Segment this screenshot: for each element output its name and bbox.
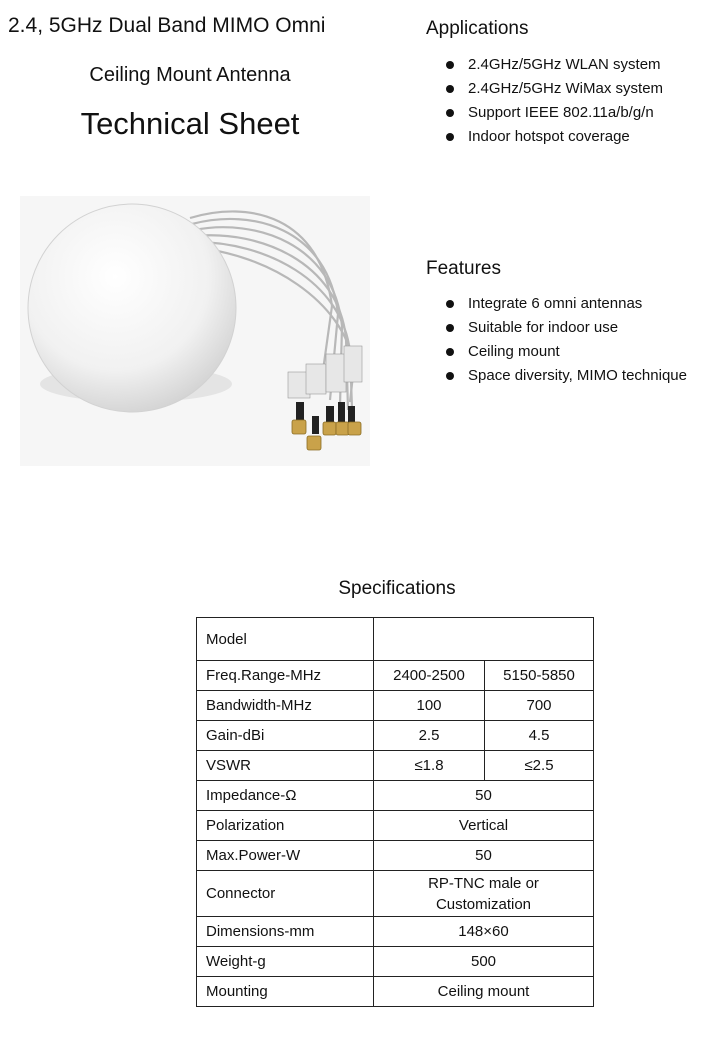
- applications-heading: Applications: [426, 18, 529, 39]
- spec-value: 700: [485, 691, 594, 721]
- spec-label: Max.Power-W: [197, 841, 374, 871]
- table-row: [197, 977, 594, 1007]
- table-row: [197, 841, 594, 871]
- spec-value: ≤2.5: [485, 751, 594, 781]
- spec-value: ≤1.8: [374, 751, 485, 781]
- spec-value: 148×60: [374, 917, 594, 947]
- table-row: [197, 691, 594, 721]
- spec-value-line: Customization: [435, 895, 532, 913]
- table-row: [197, 661, 594, 691]
- table-row: [197, 751, 594, 781]
- spec-label: Weight-g: [197, 947, 374, 977]
- spec-value: [374, 871, 594, 917]
- bullet-icon: [446, 109, 454, 117]
- spec-value: 50: [374, 781, 594, 811]
- spec-value-line: RP-TNC male or: [428, 874, 539, 892]
- specifications-heading: Specifications: [338, 578, 456, 599]
- antenna-photo: [20, 196, 370, 466]
- table-row: [197, 811, 594, 841]
- bullet-icon: [446, 133, 454, 141]
- spec-value: 5150-5850: [485, 661, 594, 691]
- spec-value: [374, 618, 594, 661]
- table-row: [197, 721, 594, 751]
- spec-label: Dimensions-mm: [197, 917, 374, 947]
- applications-list: [444, 53, 663, 149]
- spec-value: Vertical: [374, 811, 594, 841]
- list-item: 2.4GHz/5GHz WiMax system: [444, 77, 663, 101]
- specifications-table: [196, 617, 594, 1007]
- bullet-icon: [446, 85, 454, 93]
- list-item: 2.4GHz/5GHz WLAN system: [444, 53, 663, 77]
- list-item: Space diversity, MIMO technique: [444, 364, 687, 388]
- bullet-icon: [446, 61, 454, 69]
- table-row: [197, 781, 594, 811]
- spec-label: Mounting: [197, 977, 374, 1007]
- bullet-icon: [446, 372, 454, 380]
- list-item: Indoor hotspot coverage: [444, 125, 663, 149]
- features-heading: Features: [426, 258, 501, 279]
- spec-value: 2.5: [374, 721, 485, 751]
- bullet-icon: [446, 300, 454, 308]
- spec-label: Bandwidth-MHz: [197, 691, 374, 721]
- table-row: [197, 917, 594, 947]
- spec-value: 50: [374, 841, 594, 871]
- spec-label: Impedance-Ω: [197, 781, 374, 811]
- list-item: Ceiling mount: [444, 340, 687, 364]
- title-line-2: Ceiling Mount Antenna: [89, 64, 291, 86]
- list-item: Suitable for indoor use: [444, 316, 687, 340]
- table-row: [197, 871, 594, 917]
- table-row: [197, 947, 594, 977]
- spec-value: 4.5: [485, 721, 594, 751]
- table-row: [197, 618, 594, 661]
- page-title: Technical Sheet: [80, 106, 300, 141]
- spec-label: Connector: [197, 871, 374, 917]
- features-list: [444, 292, 687, 388]
- spec-label: Polarization: [197, 811, 374, 841]
- spec-value: 500: [374, 947, 594, 977]
- spec-value: Ceiling mount: [374, 977, 594, 1007]
- spec-label: VSWR: [197, 751, 374, 781]
- spec-value: 100: [374, 691, 485, 721]
- list-item: Integrate 6 omni antennas: [444, 292, 687, 316]
- spec-label: Gain-dBi: [197, 721, 374, 751]
- spec-label: Model: [197, 618, 374, 661]
- spec-value: 2400-2500: [374, 661, 485, 691]
- bullet-icon: [446, 324, 454, 332]
- list-item: Support IEEE 802.11a/b/g/n: [444, 101, 663, 125]
- spec-label: Freq.Range-MHz: [197, 661, 374, 691]
- title-line-1: 2.4, 5GHz Dual Band MIMO Omni: [8, 14, 326, 37]
- bullet-icon: [446, 348, 454, 356]
